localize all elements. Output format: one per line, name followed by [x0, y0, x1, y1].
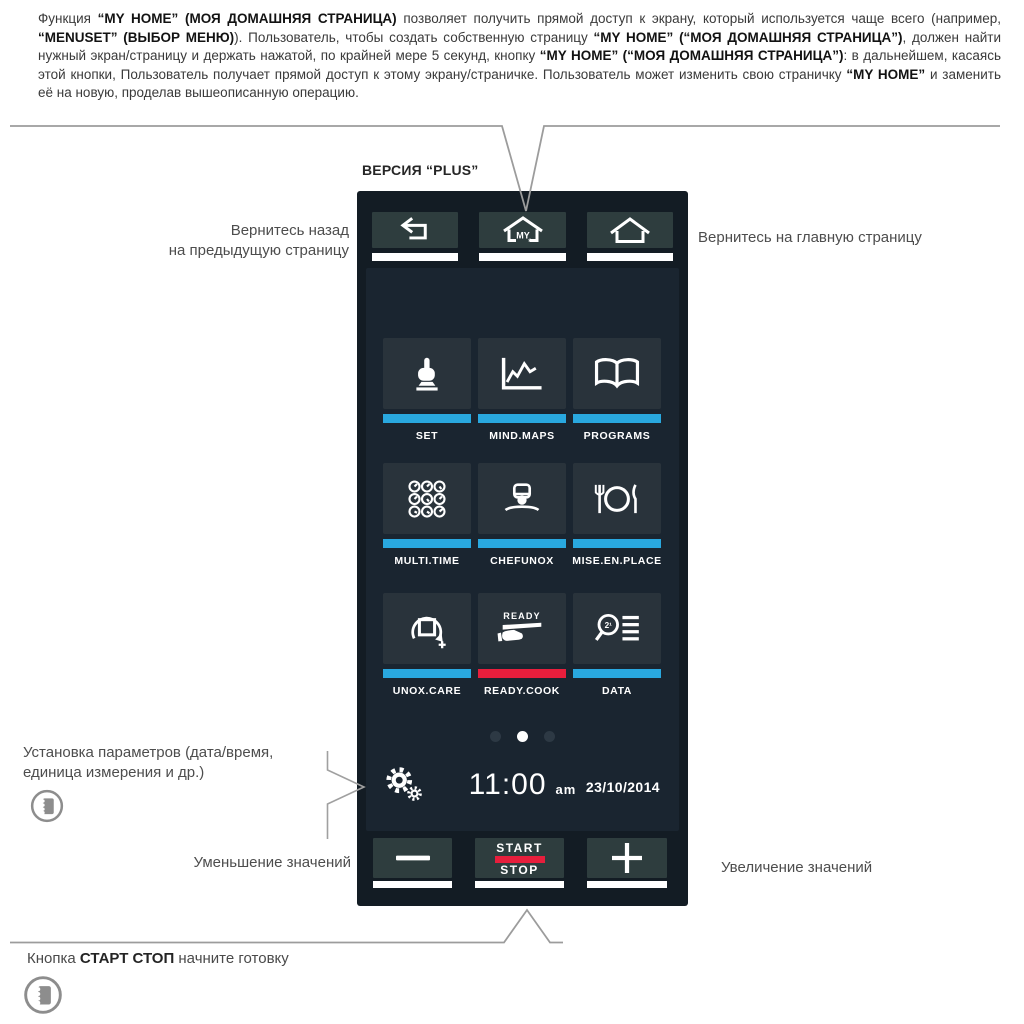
- intro-paragraph: Функция “MY HOME” (МОЯ ДОМАШНЯЯ СТРАНИЦА) позволяет получить прямой доступ к экрану, который используется чаще всего (например, “MENUSET” (ВЫБОР МЕНЮ)). Пользователь, чтобы создать собственную страницу “MY HOME” (“МОЯ ДОМАШНЯЯ СТРАНИЦА”), должен найти нужный экран/страницу и держать нажатой, по крайней мере 5 секунд, кнопку “MY HOME” (“МОЯ ДОМАШНЯЯ СТРАНИЦА”): в дальнейшем, касаясь этой кнопки, Пользователь получает прямой доступ к этому экрану/страничке. Пользователь может изменить свою страничку “MY HOME” и заменить её на новую, проделав вышеописанную операцию.: [38, 11, 1001, 100]
- tile-unox-care[interactable]: [383, 593, 471, 697]
- plus-icon: [612, 843, 642, 873]
- control-row: [373, 838, 667, 888]
- tile-chefunox[interactable]: [478, 463, 566, 567]
- svg-text:MY: MY: [515, 230, 530, 241]
- nav-underline: [479, 253, 566, 261]
- tile-underline: [383, 414, 471, 423]
- my-home-button[interactable]: [479, 212, 566, 248]
- tile-programs[interactable]: [573, 338, 661, 442]
- control-underline: [475, 881, 564, 888]
- minus-icon: [393, 851, 433, 865]
- my-home-icon: [499, 214, 547, 246]
- control-underline: [587, 881, 667, 888]
- tile-underline: [383, 669, 471, 678]
- chef-hat-icon: [500, 481, 544, 517]
- hand-press-icon: [408, 356, 446, 392]
- tile-row: [383, 338, 662, 442]
- nav-underline: [372, 253, 458, 261]
- tile-underline: [573, 539, 661, 548]
- home-icon: [606, 214, 654, 246]
- version-label: ВЕРСИЯ “PLUS”: [362, 162, 479, 178]
- tile-mind-maps[interactable]: [478, 338, 566, 442]
- tile-ready-cook[interactable]: [478, 593, 566, 697]
- svg-text:*: *: [527, 237, 532, 246]
- open-book-icon: [592, 356, 642, 392]
- pager-dot[interactable]: [490, 731, 501, 742]
- stop-label: STOP: [500, 863, 539, 877]
- tile-label: CHEFUNOX: [490, 555, 554, 567]
- start-stop-button[interactable]: [475, 838, 564, 878]
- annotation-decrease: Уменьшение значений: [193, 854, 351, 871]
- pager-dot[interactable]: [544, 731, 555, 742]
- tile-multi-time[interactable]: [383, 463, 471, 567]
- svg-text:READY: READY: [503, 610, 541, 621]
- decrease-button[interactable]: [373, 838, 452, 878]
- line-chart-icon: [499, 356, 545, 392]
- search-list-icon: [593, 612, 641, 646]
- tile-data[interactable]: [573, 593, 661, 697]
- tile-underline: [478, 414, 566, 423]
- clock-grid-icon: [407, 479, 447, 519]
- nav-underline: [587, 253, 673, 261]
- tile-underline: [383, 539, 471, 548]
- annotation-settings: Установка параметров (дата/время, единица измерения и др.): [23, 744, 274, 781]
- refresh-square-icon: [406, 609, 448, 649]
- annotation-back: Вернитесь назад на предыдущую страницу: [168, 222, 349, 259]
- tile-label: MIND.MAPS: [489, 430, 555, 442]
- tile-label: UNOX.CARE: [392, 685, 462, 697]
- increase-button[interactable]: [587, 838, 667, 878]
- tile-label: MISE.EN.PLACE: [572, 555, 662, 567]
- annotation-home: Вернитесь на главную страницу: [698, 229, 922, 246]
- pager-dot-active[interactable]: [517, 731, 528, 742]
- plate-cutlery-icon: [592, 481, 642, 517]
- tile-label: MULTI.TIME: [394, 555, 460, 567]
- time-value: 11:00: [468, 768, 547, 801]
- tile-mise-en-place[interactable]: [573, 463, 661, 567]
- ready-hand-icon: [497, 609, 547, 649]
- tile-underline: [573, 414, 661, 423]
- return-arrow-icon: [393, 216, 437, 244]
- annotation-increase: Увеличение значений: [721, 859, 873, 876]
- tile-underline: [478, 669, 566, 678]
- nav-row: [372, 212, 673, 261]
- tile-set[interactable]: [383, 338, 471, 442]
- tile-underline: [573, 669, 661, 678]
- svg-text:2¹: 2¹: [604, 620, 612, 630]
- manual-reference-icon: [29, 788, 65, 829]
- manual-reference-icon: [22, 974, 64, 1021]
- tile-underline: [478, 539, 566, 548]
- tile-row: [383, 593, 662, 697]
- back-button[interactable]: [372, 212, 458, 248]
- meridiem-label: am: [555, 782, 577, 797]
- start-stop-red-bar: [495, 856, 545, 863]
- start-stop-caption: Кнопка СТАРТ СТОП начните готовку: [27, 950, 289, 967]
- tile-row: [383, 463, 662, 567]
- tile-label: DATA: [601, 685, 632, 697]
- home-button[interactable]: [587, 212, 673, 248]
- tile-label: READY.COOK: [483, 685, 560, 697]
- date-value: 23/10/2014: [585, 779, 660, 795]
- tile-label: SET: [415, 430, 439, 442]
- control-underline: [373, 881, 452, 888]
- page-indicator: [357, 731, 688, 742]
- start-label: START: [496, 841, 543, 855]
- tile-label: PROGRAMS: [583, 430, 651, 442]
- oven-touch-panel: [357, 191, 688, 906]
